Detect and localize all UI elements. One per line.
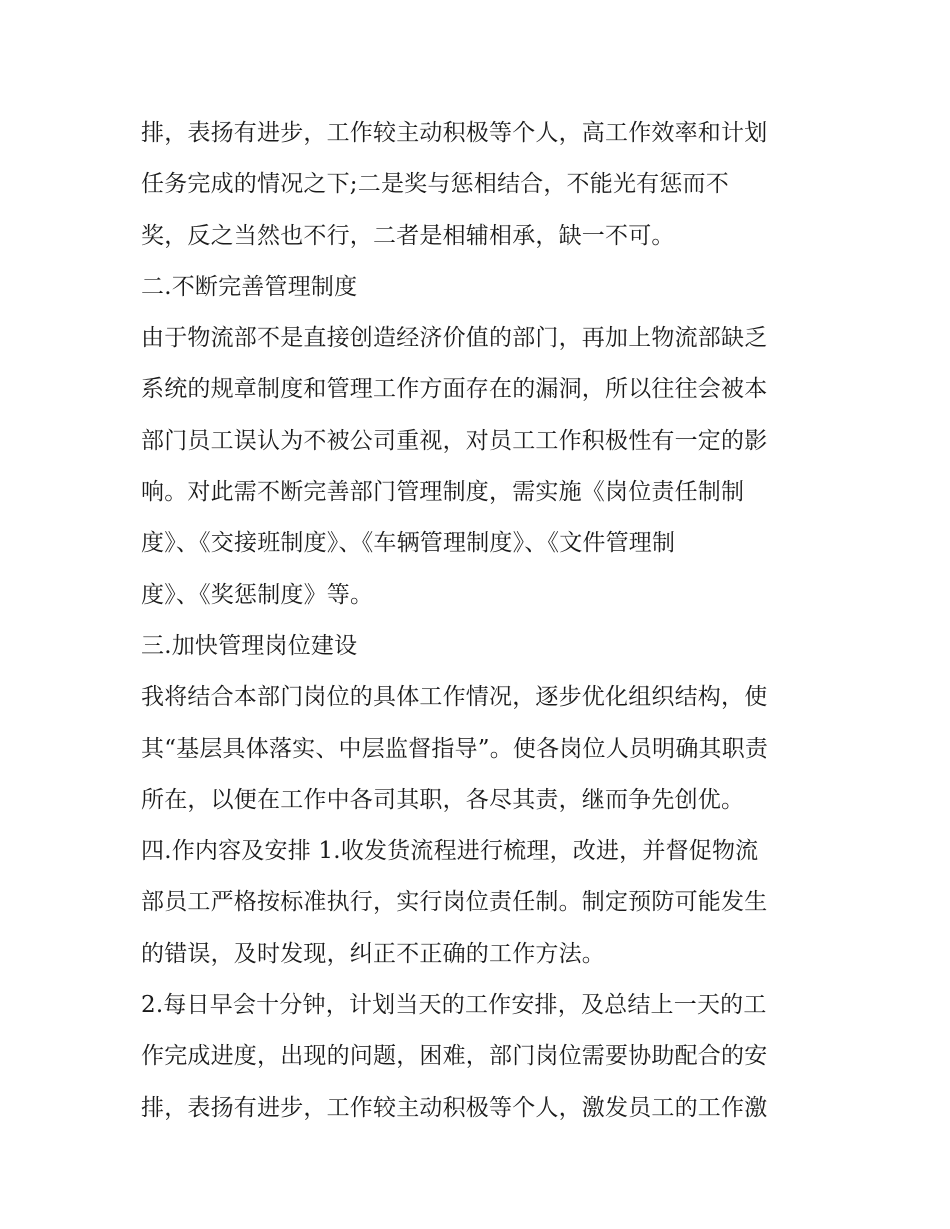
text-line: 作完成进度，出现的问题，困难，部门岗位需要协助配合的安	[141, 1043, 768, 1070]
text-line: 四.作内容及安排 1.收发货流程进行梳理，改进，并督促物流	[141, 838, 759, 865]
text-line: 我将结合本部门岗位的具体工作情况，逐步优化组织结构，使	[141, 684, 768, 711]
text-line: 部门员工误认为不被公司重视，对员工工作积极性有一定的影	[141, 427, 768, 454]
section-heading: 三.加快管理岗位建设	[141, 632, 358, 659]
text-line: 度》、《奖惩制度》等。	[141, 581, 374, 608]
text-line: 任务完成的情况之下;二是奖与惩相结合，不能光有惩而不	[141, 171, 729, 198]
text-line: 排，表扬有进步，工作较主动积极等个人，激发员工的工作激	[141, 1094, 768, 1121]
text-line: 的错误，及时发现，纠正不正确的工作方法。	[141, 940, 605, 967]
text-line: 奖，反之当然也不行，二者是相辅相承，缺一不可。	[141, 222, 675, 249]
text-line: 其“基层具体落实、中层监督指导”。使各岗位人员明确其职责	[141, 735, 769, 762]
section-heading: 二.不断完善管理制度	[141, 273, 358, 300]
text-line: 响。对此需不断完善部门管理制度，需实施《岗位责任制制	[141, 479, 745, 506]
text-line: 所在，以便在工作中各司其职，各尽其责，继而争先创优。	[141, 786, 745, 813]
text-line: 2.每日早会十分钟，计划当天的工作安排，及总结上一天的工	[141, 992, 767, 1019]
text-line: 系统的规章制度和管理工作方面存在的漏洞，所以往往会被本	[141, 376, 768, 403]
text-line: 排，表扬有进步，工作较主动积极等个人，高工作效率和计划	[141, 120, 768, 146]
text-line: 度》、《交接班制度》、《车辆管理制度》、《文件管理制	[141, 530, 676, 557]
text-line: 部员工严格按标准执行，实行岗位责任制。制定预防可能发生	[141, 889, 768, 916]
document-body	[141, 108, 821, 1134]
text-line: 由于物流部不是直接创造经济价值的部门，再加上物流部缺乏	[141, 325, 768, 352]
